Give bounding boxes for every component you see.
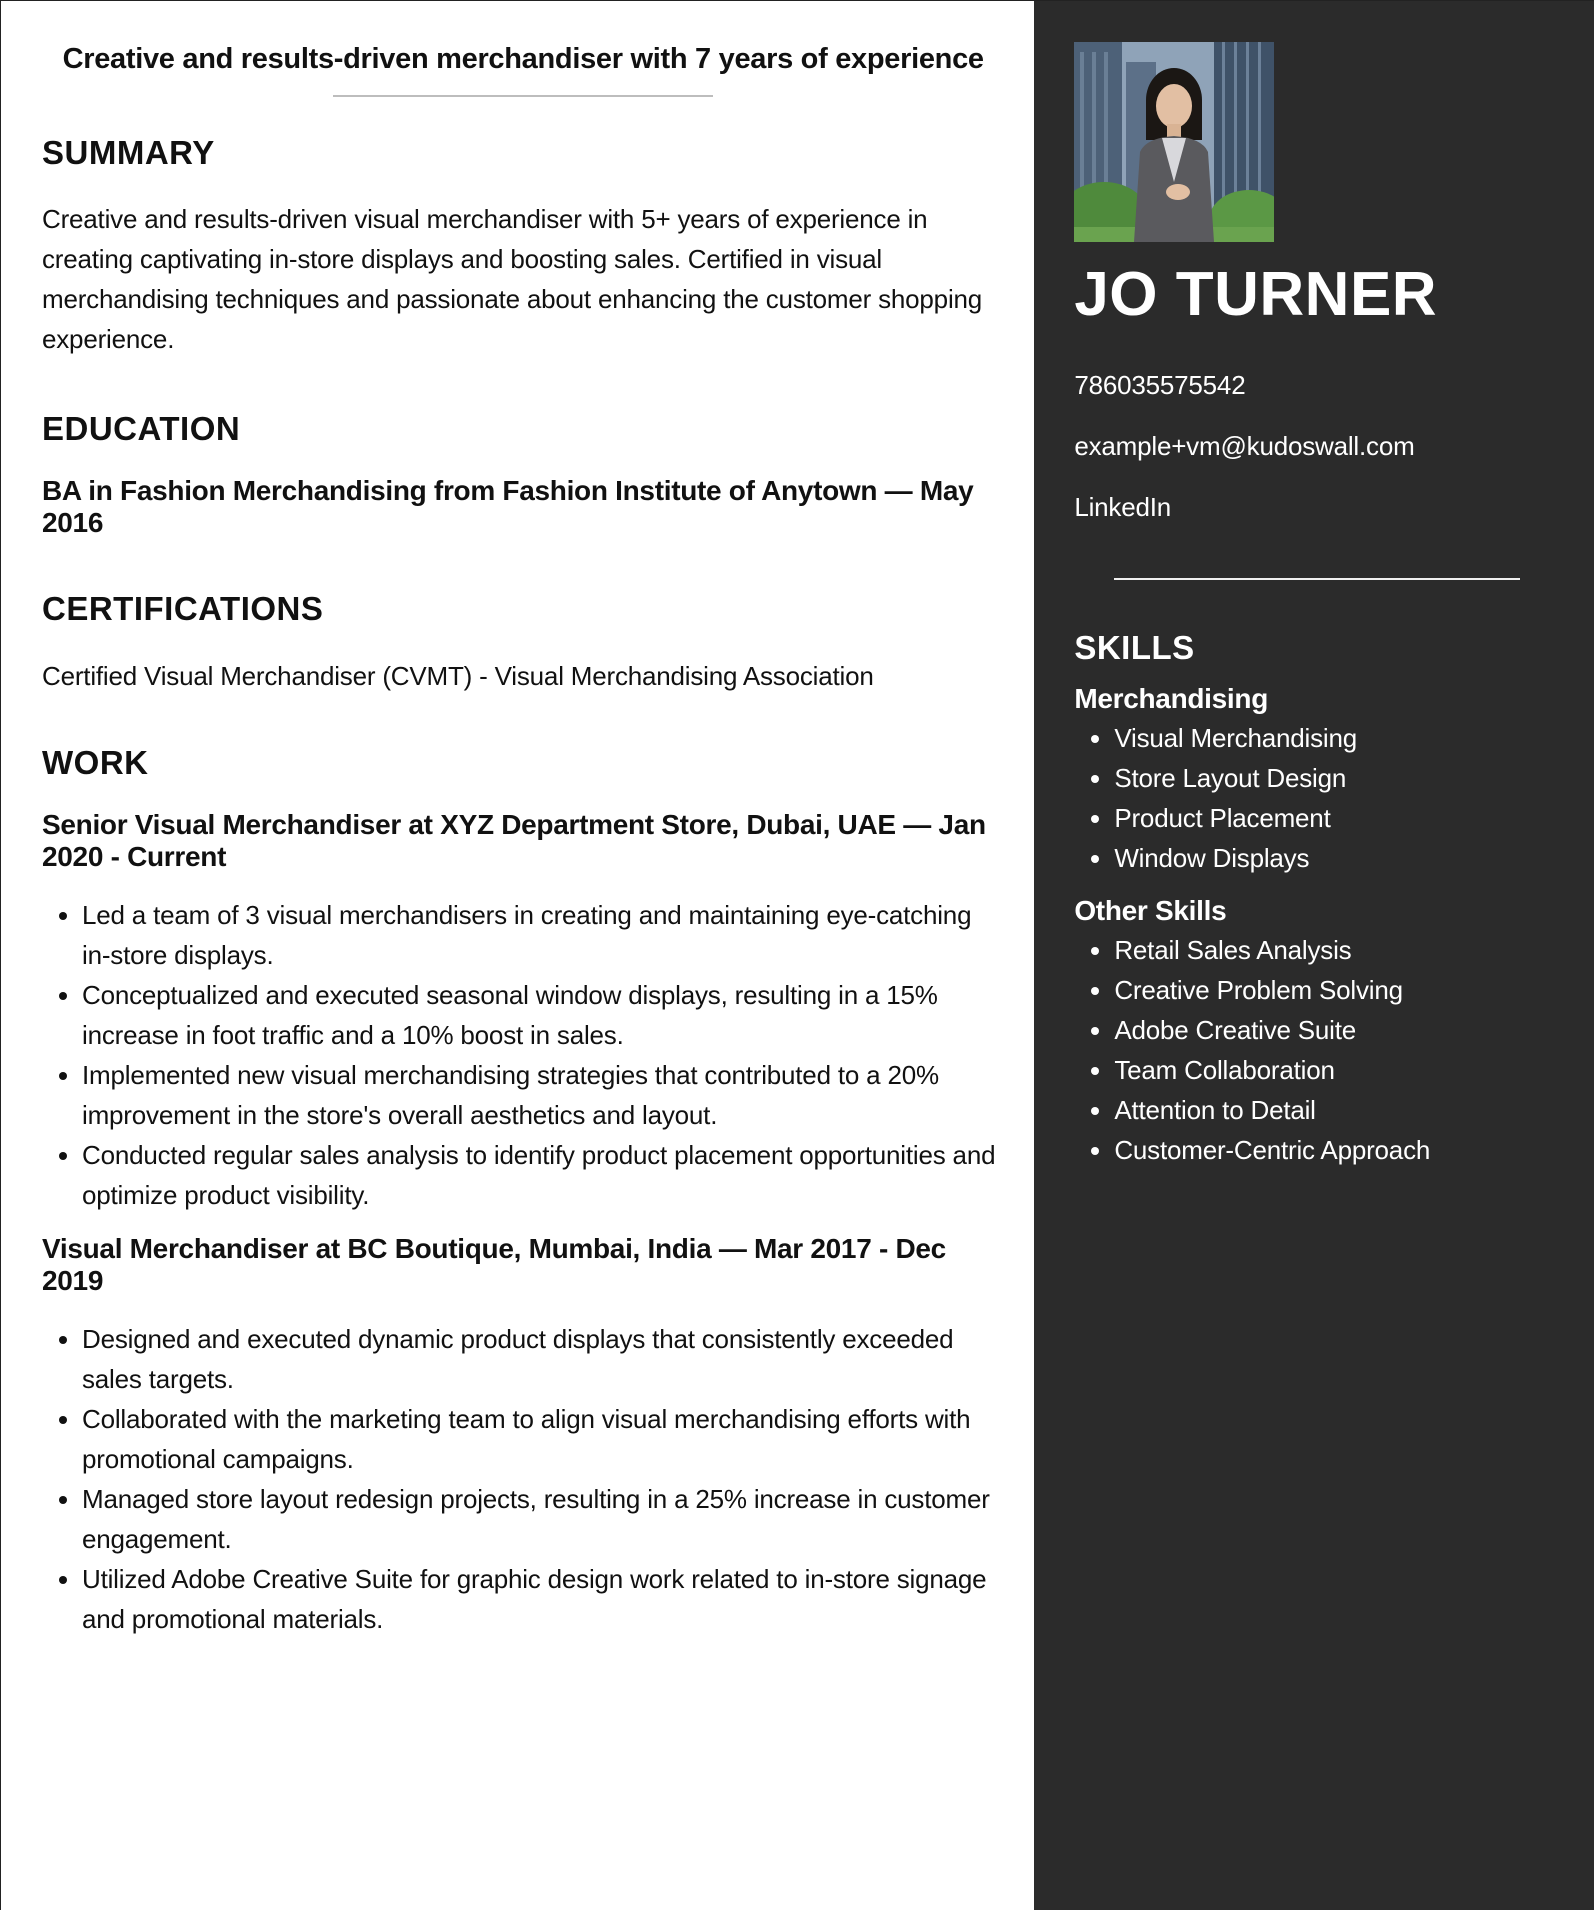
certifications-heading: CERTIFICATIONS [42, 590, 324, 627]
job-bullet: • Collaborated with the marketing team to align visual merchandising efforts with promotional campaigns. [82, 1399, 1004, 1479]
skill-item: • Retail Sales Analysis [1114, 930, 1554, 970]
skill-group-title: Merchandising [1074, 683, 1269, 714]
job-bullet: • Implemented new visual merchandising strategies that contributed to a 20% improvement in the store's overall aesthetics and layout. [82, 1055, 1004, 1135]
headline: Creative and results-driven merchandiser with 7 years of experience [62, 43, 984, 75]
profile-photo [1074, 42, 1274, 242]
skill-group [1074, 894, 1554, 1170]
skill-item: • Customer-Centric Approach [1114, 1130, 1554, 1170]
skill-item: • Window Displays [1114, 838, 1554, 878]
phone-number: 786035575542 [1074, 370, 1246, 400]
sidebar-divider [1114, 578, 1520, 580]
sidebar [1034, 1, 1594, 1910]
education-entry: BA in Fashion Merchandising from Fashion Institute of Anytown — May 2016 [42, 475, 974, 538]
candidate-name: JO TURNER [1074, 260, 1438, 329]
job-title: Senior Visual Merchandiser at XYZ Department Store, Dubai, UAE — Jan 2020 - Current [42, 809, 986, 872]
job-bullet: • Conducted regular sales analysis to identify product placement opportunities and optimize product visibility. [82, 1135, 1004, 1215]
skills-heading: SKILLS [1074, 629, 1195, 666]
email-link[interactable]: example+vm@kudoswall.com [1074, 431, 1415, 461]
skill-item: • Product Placement [1114, 798, 1554, 838]
skill-item: • Visual Merchandising [1114, 718, 1554, 758]
job-bullets [42, 895, 1004, 1215]
main-column [1, 1, 1034, 1910]
skill-item: • Store Layout Design [1114, 758, 1554, 798]
job-bullet: • Utilized Adobe Creative Suite for graphic design work related to in-store signage and promotional materials. [82, 1559, 1004, 1639]
skill-group [1074, 682, 1554, 878]
job-title: Visual Merchandiser at BC Boutique, Mumbai, India — Mar 2017 - Dec 2019 [42, 1233, 946, 1296]
job-bullet: • Conceptualized and executed seasonal window displays, resulting in a 15% increase in foot traffic and a 10% boost in sales. [82, 975, 1004, 1055]
skill-item: • Adobe Creative Suite [1114, 1010, 1554, 1050]
job-bullets [42, 1319, 1004, 1639]
skill-list [1074, 930, 1554, 1170]
headline-divider [333, 95, 713, 97]
work-heading: WORK [42, 744, 149, 781]
job-entry [42, 809, 1004, 1215]
skill-list [1074, 718, 1554, 878]
skill-item: • Attention to Detail [1114, 1090, 1554, 1130]
skill-group-title: Other Skills [1074, 895, 1227, 926]
job-bullet: • Led a team of 3 visual merchandisers in creating and maintaining eye-catching in-store displays. [82, 895, 1004, 975]
summary-heading: SUMMARY [42, 134, 215, 171]
linkedin-link[interactable]: LinkedIn [1074, 492, 1172, 522]
skill-item: • Team Collaboration [1114, 1050, 1554, 1090]
education-heading: EDUCATION [42, 410, 241, 447]
certification-item: Certified Visual Merchandiser (CVMT) - Visual Merchandising Association [42, 661, 874, 691]
job-entry [42, 1233, 1004, 1639]
job-bullet: • Managed store layout redesign projects, resulting in a 25% increase in customer engagement. [82, 1479, 1004, 1559]
skill-item: • Creative Problem Solving [1114, 970, 1554, 1010]
job-bullet: • Designed and executed dynamic product displays that consistently exceeded sales targets. [82, 1319, 1004, 1399]
summary-text: Creative and results-driven visual merchandiser with 5+ years of experience in creating captivating in-store displays and boosting sales. Certified in visual merchandising techniques and passionate about enhancing the customer shopping experience. [42, 204, 983, 354]
